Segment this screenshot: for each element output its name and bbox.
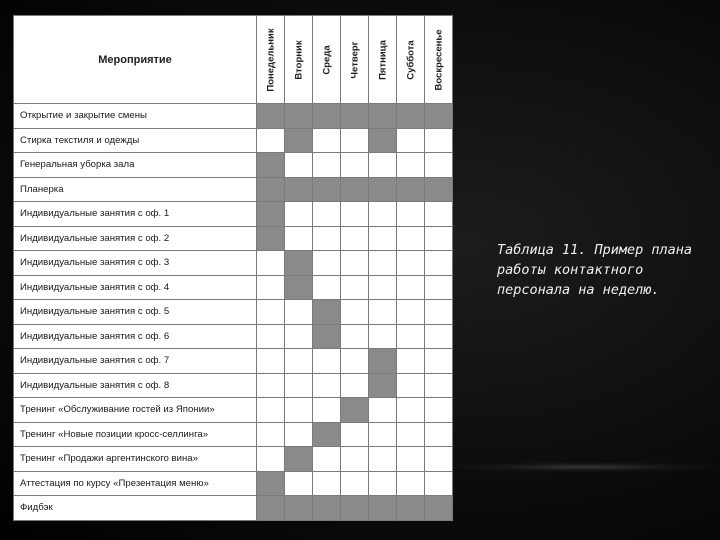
schedule-cell-empty	[369, 226, 397, 251]
schedule-cell-active	[285, 251, 313, 276]
schedule-cell-empty	[425, 398, 453, 423]
day-label: Суббота	[405, 39, 417, 80]
schedule-cell-active	[341, 104, 369, 129]
day-label: Понедельник	[265, 27, 277, 92]
day-header	[285, 16, 313, 104]
schedule-cell-empty	[341, 153, 369, 178]
schedule-cell-empty	[313, 202, 341, 227]
schedule-cell-empty	[285, 398, 313, 423]
header-row	[14, 16, 453, 104]
activity-column-header: Мероприятие	[14, 16, 257, 104]
schedule-cell-active	[285, 275, 313, 300]
activity-label: Фидбэк	[14, 496, 257, 521]
table-row	[14, 471, 453, 496]
schedule-cell-empty	[425, 153, 453, 178]
schedule-cell-empty	[257, 447, 285, 472]
schedule-cell-empty	[397, 422, 425, 447]
activity-label: Индивидуальные занятия с оф. 5	[14, 300, 257, 325]
weekly-schedule-table	[13, 15, 453, 521]
schedule-cell-empty	[369, 422, 397, 447]
schedule-cell-empty	[369, 202, 397, 227]
schedule-cell-active	[285, 104, 313, 129]
table-row	[14, 349, 453, 374]
schedule-cell-empty	[341, 471, 369, 496]
schedule-cell-empty	[369, 447, 397, 472]
schedule-cell-empty	[285, 300, 313, 325]
schedule-cell-empty	[369, 153, 397, 178]
schedule-cell-empty	[285, 202, 313, 227]
schedule-cell-empty	[369, 251, 397, 276]
schedule-cell-empty	[341, 300, 369, 325]
schedule-cell-active	[397, 104, 425, 129]
schedule-cell-empty	[425, 202, 453, 227]
schedule-cell-active	[257, 496, 285, 521]
schedule-cell-empty	[285, 153, 313, 178]
schedule-cell-active	[285, 128, 313, 153]
schedule-cell-empty	[397, 153, 425, 178]
schedule-cell-empty	[397, 471, 425, 496]
schedule-cell-active	[257, 202, 285, 227]
table-row	[14, 104, 453, 129]
schedule-cell-empty	[369, 471, 397, 496]
schedule-cell-empty	[425, 349, 453, 374]
schedule-cell-empty	[257, 398, 285, 423]
activity-label: Тренинг «Новые позиции кросс-селлинга»	[14, 422, 257, 447]
activity-label: Генеральная уборка зала	[14, 153, 257, 178]
day-header	[425, 16, 453, 104]
schedule-cell-empty	[285, 324, 313, 349]
activity-label: Тренинг «Обслуживание гостей из Японии»	[14, 398, 257, 423]
schedule-cell-active	[369, 349, 397, 374]
schedule-cell-active	[257, 177, 285, 202]
schedule-cell-active	[397, 177, 425, 202]
table-row	[14, 128, 453, 153]
table-row	[14, 422, 453, 447]
schedule-cell-empty	[341, 202, 369, 227]
schedule-cell-active	[313, 300, 341, 325]
schedule-cell-empty	[313, 128, 341, 153]
schedule-cell-empty	[397, 251, 425, 276]
schedule-cell-active	[369, 496, 397, 521]
schedule-cell-empty	[285, 349, 313, 374]
schedule-cell-active	[369, 128, 397, 153]
table-row	[14, 275, 453, 300]
schedule-cell-empty	[341, 226, 369, 251]
activity-label: Индивидуальные занятия с оф. 8	[14, 373, 257, 398]
schedule-cell-empty	[369, 300, 397, 325]
schedule-cell-empty	[425, 471, 453, 496]
schedule-cell-empty	[425, 300, 453, 325]
schedule-cell-active	[285, 177, 313, 202]
schedule-cell-empty	[425, 324, 453, 349]
schedule-cell-empty	[397, 128, 425, 153]
schedule-cell-empty	[369, 275, 397, 300]
schedule-cell-empty	[425, 447, 453, 472]
table-row	[14, 300, 453, 325]
day-header	[397, 16, 425, 104]
schedule-cell-active	[257, 104, 285, 129]
schedule-cell-empty	[313, 373, 341, 398]
schedule-cell-empty	[313, 251, 341, 276]
schedule-cell-empty	[257, 251, 285, 276]
day-label: Воскресенье	[433, 29, 445, 90]
day-header	[313, 16, 341, 104]
schedule-cell-empty	[313, 447, 341, 472]
schedule-cell-empty	[285, 422, 313, 447]
schedule-sheet	[13, 15, 452, 520]
schedule-cell-empty	[313, 349, 341, 374]
table-caption: Таблица 11. Пример плана работы контактного персонала на неделю.	[497, 242, 693, 298]
table-row	[14, 251, 453, 276]
day-label: Вторник	[293, 39, 305, 80]
schedule-cell-active	[425, 496, 453, 521]
activity-label: Индивидуальные занятия с оф. 3	[14, 251, 257, 276]
schedule-cell-active	[285, 447, 313, 472]
day-label: Пятница	[377, 39, 389, 80]
schedule-cell-empty	[425, 373, 453, 398]
activity-label: Индивидуальные занятия с оф. 4	[14, 275, 257, 300]
schedule-cell-empty	[257, 128, 285, 153]
activity-label: Индивидуальные занятия с оф. 7	[14, 349, 257, 374]
schedule-cell-empty	[341, 324, 369, 349]
schedule-cell-active	[257, 226, 285, 251]
schedule-cell-empty	[425, 251, 453, 276]
schedule-cell-empty	[425, 128, 453, 153]
schedule-cell-active	[369, 373, 397, 398]
schedule-cell-empty	[369, 398, 397, 423]
table-row	[14, 496, 453, 521]
schedule-cell-active	[341, 496, 369, 521]
schedule-cell-empty	[313, 226, 341, 251]
schedule-cell-empty	[257, 373, 285, 398]
table-row	[14, 177, 453, 202]
schedule-cell-active	[341, 177, 369, 202]
schedule-cell-empty	[397, 447, 425, 472]
schedule-cell-empty	[313, 471, 341, 496]
schedule-cell-empty	[397, 373, 425, 398]
table-row	[14, 373, 453, 398]
schedule-cell-empty	[285, 471, 313, 496]
schedule-cell-empty	[257, 349, 285, 374]
schedule-cell-empty	[285, 373, 313, 398]
schedule-cell-active	[313, 422, 341, 447]
table-row	[14, 226, 453, 251]
schedule-cell-empty	[313, 398, 341, 423]
schedule-cell-empty	[341, 349, 369, 374]
schedule-cell-empty	[397, 349, 425, 374]
schedule-cell-empty	[257, 324, 285, 349]
schedule-cell-empty	[397, 226, 425, 251]
schedule-cell-active	[313, 104, 341, 129]
schedule-cell-empty	[257, 300, 285, 325]
activity-label: Индивидуальные занятия с оф. 1	[14, 202, 257, 227]
schedule-cell-empty	[341, 275, 369, 300]
schedule-cell-active	[425, 177, 453, 202]
activity-label: Индивидуальные занятия с оф. 6	[14, 324, 257, 349]
schedule-cell-empty	[397, 324, 425, 349]
activity-label: Тренинг «Продажи аргентинского вина»	[14, 447, 257, 472]
schedule-cell-empty	[397, 398, 425, 423]
schedule-cell-active	[257, 471, 285, 496]
schedule-cell-active	[341, 398, 369, 423]
schedule-cell-active	[313, 177, 341, 202]
schedule-cell-active	[313, 324, 341, 349]
schedule-cell-empty	[425, 275, 453, 300]
schedule-cell-empty	[257, 275, 285, 300]
schedule-cell-empty	[425, 226, 453, 251]
day-label: Среда	[321, 44, 333, 75]
schedule-cell-empty	[285, 226, 313, 251]
schedule-cell-empty	[341, 447, 369, 472]
schedule-cell-empty	[341, 422, 369, 447]
activity-label: Аттестация по курсу «Презентация меню»	[14, 471, 257, 496]
activity-label: Стирка текстиля и одежды	[14, 128, 257, 153]
schedule-cell-empty	[397, 202, 425, 227]
day-label: Четверг	[349, 40, 361, 79]
floor-reflection	[450, 462, 720, 472]
schedule-cell-active	[313, 496, 341, 521]
table-row	[14, 447, 453, 472]
schedule-cell-active	[397, 496, 425, 521]
schedule-cell-empty	[257, 422, 285, 447]
schedule-cell-empty	[397, 275, 425, 300]
table-row	[14, 324, 453, 349]
schedule-cell-active	[369, 177, 397, 202]
schedule-cell-active	[257, 153, 285, 178]
schedule-cell-active	[369, 104, 397, 129]
schedule-cell-active	[425, 104, 453, 129]
schedule-cell-empty	[369, 324, 397, 349]
schedule-cell-active	[285, 496, 313, 521]
table-body	[14, 104, 453, 521]
schedule-cell-empty	[425, 422, 453, 447]
table-row	[14, 202, 453, 227]
activity-label: Открытие и закрытие смены	[14, 104, 257, 129]
schedule-cell-empty	[313, 275, 341, 300]
activity-label: Индивидуальные занятия с оф. 2	[14, 226, 257, 251]
schedule-cell-empty	[341, 128, 369, 153]
schedule-cell-empty	[313, 153, 341, 178]
schedule-cell-empty	[341, 251, 369, 276]
day-header	[257, 16, 285, 104]
table-row	[14, 153, 453, 178]
activity-label: Планерка	[14, 177, 257, 202]
day-header	[341, 16, 369, 104]
day-header	[369, 16, 397, 104]
schedule-cell-empty	[341, 373, 369, 398]
table-row	[14, 398, 453, 423]
schedule-cell-empty	[397, 300, 425, 325]
